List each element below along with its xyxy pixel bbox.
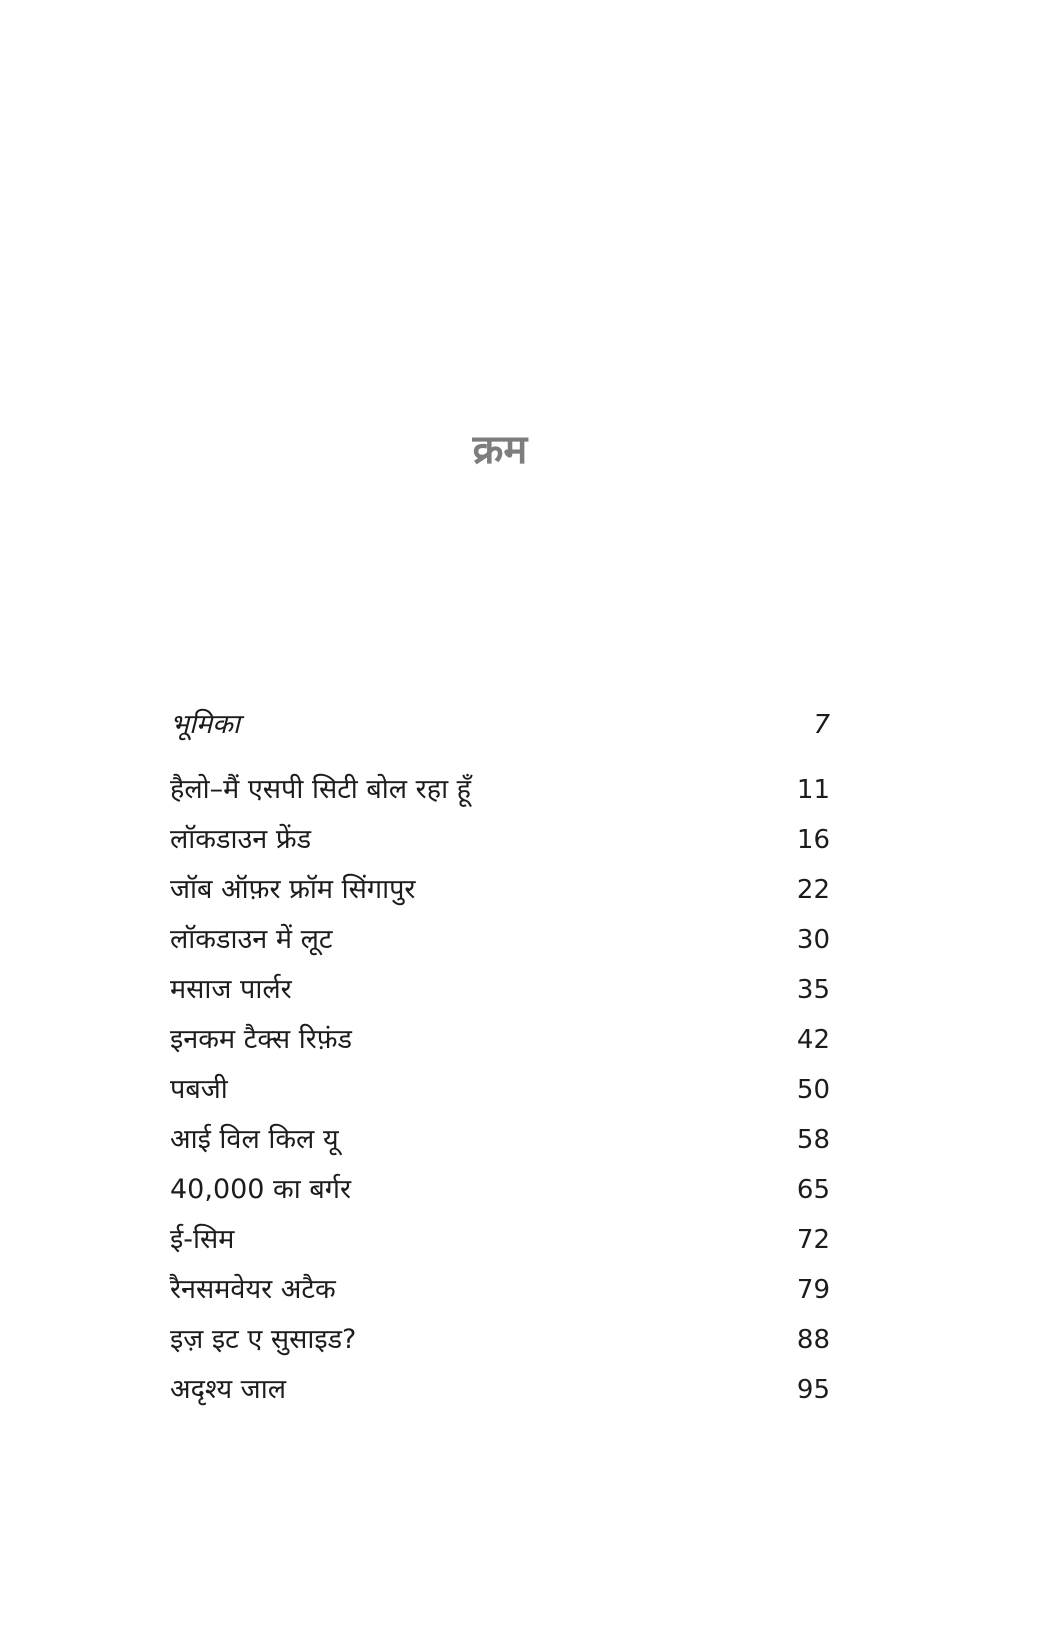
toc-entry-title: आई विल किल यू	[170, 1124, 339, 1155]
toc-entry-title: हैलो–मैं एसपी सिटी बोल रहा हूँ	[170, 774, 471, 805]
toc-entry-title: इज़ इट ए सुसाइड?	[170, 1324, 357, 1355]
toc-row	[170, 1015, 830, 1065]
toc-entry-title: रैनसमवेयर अटैक	[170, 1274, 336, 1305]
toc-entry-title: लॉकडाउन में लूट	[170, 924, 333, 955]
toc-entry-page: 7	[813, 710, 830, 740]
toc-entry-title: इनकम टैक्स रिफ़ंड	[170, 1024, 352, 1055]
toc-entry-page: 88	[796, 1325, 830, 1355]
toc-entry-title: पबजी	[170, 1074, 228, 1105]
toc-row	[170, 1265, 830, 1315]
toc-entry-page: 11	[796, 775, 830, 805]
toc-row	[170, 815, 830, 865]
toc-row	[170, 1165, 830, 1215]
toc-entry-page: 65	[796, 1175, 830, 1205]
toc-row	[170, 865, 830, 915]
toc-entry-page: 16	[796, 825, 830, 855]
toc-row	[170, 965, 830, 1015]
page-title: क्रम	[472, 427, 528, 473]
toc-entry-title: लॉकडाउन फ्रेंड	[170, 824, 312, 855]
toc-row	[170, 1215, 830, 1265]
toc-row	[170, 1365, 830, 1415]
toc-entry-page: 95	[796, 1375, 830, 1405]
toc-entry-title: मसाज पार्लर	[170, 974, 292, 1005]
toc-row	[170, 1065, 830, 1115]
toc-entry-title: ई-सिम	[170, 1224, 235, 1255]
toc-entry-title: भूमिका	[170, 709, 240, 740]
table-of-contents	[170, 700, 830, 1415]
toc-entry-page: 50	[796, 1075, 830, 1105]
toc-row	[170, 915, 830, 965]
toc-intro-row	[170, 700, 830, 750]
toc-entry-page: 58	[796, 1125, 830, 1155]
toc-entry-title: अदृश्य जाल	[170, 1374, 287, 1405]
toc-entry-page: 79	[796, 1275, 830, 1305]
toc-entry-title: 40,000 का बर्गर	[170, 1174, 352, 1205]
toc-entry-page: 72	[796, 1225, 830, 1255]
toc-row	[170, 1115, 830, 1165]
toc-row	[170, 1315, 830, 1365]
toc-entry-page: 42	[796, 1025, 830, 1055]
toc-entry-page: 35	[796, 975, 830, 1005]
toc-entry-title: जॉब ऑफ़र फ्रॉम सिंगापुर	[170, 874, 416, 905]
toc-row	[170, 765, 830, 815]
toc-entry-page: 30	[796, 925, 830, 955]
toc-entry-page: 22	[796, 875, 830, 905]
